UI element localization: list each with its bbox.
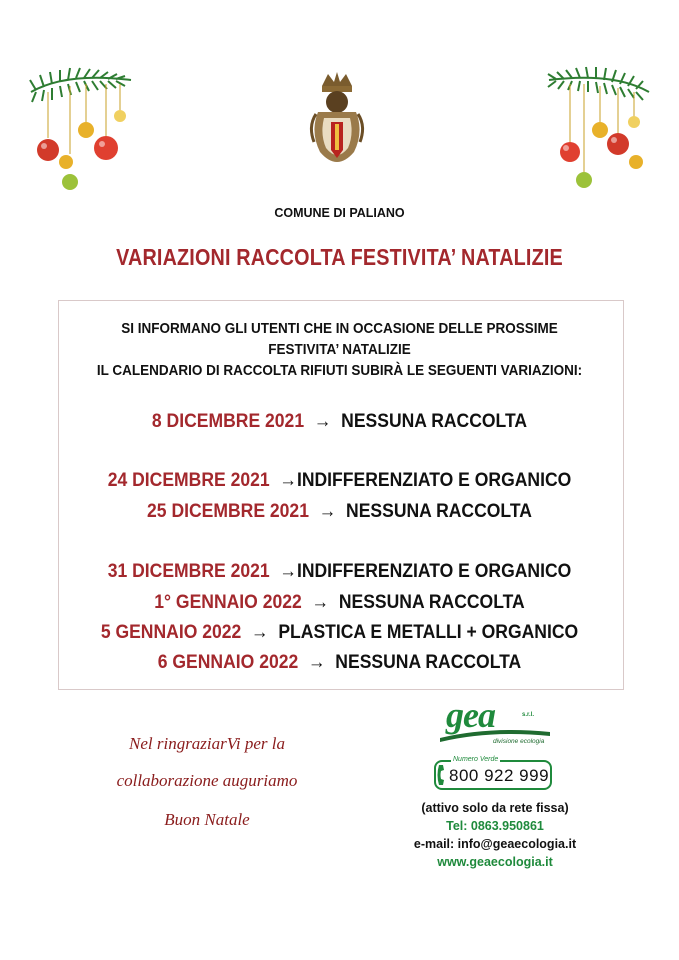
schedule-entry xyxy=(34,410,645,433)
arrow-icon: → xyxy=(279,469,297,491)
entry-date: 25 DICEMBRE 2021 xyxy=(147,500,309,522)
greeting-line: collaborazione auguriamo xyxy=(116,771,298,790)
entry-date: 5 GENNAIO 2022 xyxy=(100,621,242,643)
schedule-entry xyxy=(34,560,645,583)
gea-logo: gea xyxy=(446,695,495,735)
numero-verde-label: Numero Verde xyxy=(453,756,499,763)
arrow-icon: → xyxy=(313,410,332,432)
arrow-icon: → xyxy=(308,651,326,673)
schedule-entry xyxy=(34,651,645,674)
page-title: VARIAZIONI RACCOLTA FESTIVITA’ NATALIZIE xyxy=(116,244,563,270)
greeting-line: Nel ringraziarVi per la xyxy=(129,734,285,753)
phone-icon xyxy=(436,764,448,786)
entry-event: INDIFFERENZIATO E ORGANICO xyxy=(296,560,572,582)
entry-date: 24 DICEMBRE 2021 xyxy=(107,469,270,491)
arrow-icon: → xyxy=(318,500,337,522)
entry-date: 31 DICEMBRE 2021 xyxy=(107,560,270,582)
entry-date: 6 GENNAIO 2022 xyxy=(157,651,299,673)
arrow-icon: → xyxy=(279,560,297,582)
notice-intro xyxy=(34,318,645,381)
greeting-line: Buon Natale xyxy=(164,810,250,829)
gea-logo-suffix: s.r.l. xyxy=(522,712,535,718)
christmas-ornament-right-icon xyxy=(544,62,654,202)
contact-website[interactable]: www.geaecologia.it xyxy=(437,855,553,869)
intro-line: SI INFORMANO GLI UTENTI CHE IN OCCASIONE DELLE PROSSIME xyxy=(121,320,558,337)
christmas-ornament-left-icon xyxy=(26,62,136,202)
entry-date: 8 DICEMBRE 2021 xyxy=(151,410,305,432)
entry-date: 1° GENNAIO 2022 xyxy=(154,591,302,613)
schedule-entry xyxy=(34,621,645,644)
entry-event: NESSUNA RACCOLTA xyxy=(338,591,525,613)
intro-line: IL CALENDARIO DI RACCOLTA RIFIUTI SUBIRÀ LE SEGUENTI VARIAZIONI: xyxy=(96,362,583,379)
comune-name: COMUNE DI PALIANO xyxy=(274,206,405,220)
gea-tagline: divisione ecologia xyxy=(493,738,545,745)
contact-email[interactable]: e-mail: info@geaecologia.it xyxy=(413,837,577,851)
municipal-crest-icon xyxy=(308,72,366,176)
entry-event: NESSUNA RACCOLTA xyxy=(341,410,528,432)
entry-event: NESSUNA RACCOLTA xyxy=(346,500,532,522)
schedule-entry xyxy=(34,591,645,614)
contact-note: (attivo solo da rete fissa) xyxy=(421,801,569,815)
schedule-entry xyxy=(34,469,645,492)
entry-event: NESSUNA RACCOLTA xyxy=(335,651,522,673)
entry-event: INDIFFERENZIATO E ORGANICO xyxy=(296,469,572,491)
numero-verde-number[interactable]: 800 922 999 xyxy=(449,766,550,785)
arrow-icon: → xyxy=(251,621,269,643)
schedule-entry xyxy=(34,500,645,523)
contact-tel[interactable]: Tel: 0863.950861 xyxy=(446,819,544,833)
entry-event: PLASTICA E METALLI + ORGANICO xyxy=(278,621,579,643)
intro-line: FESTIVITA’ NATALIZIE xyxy=(268,341,411,358)
arrow-icon: → xyxy=(311,591,330,613)
